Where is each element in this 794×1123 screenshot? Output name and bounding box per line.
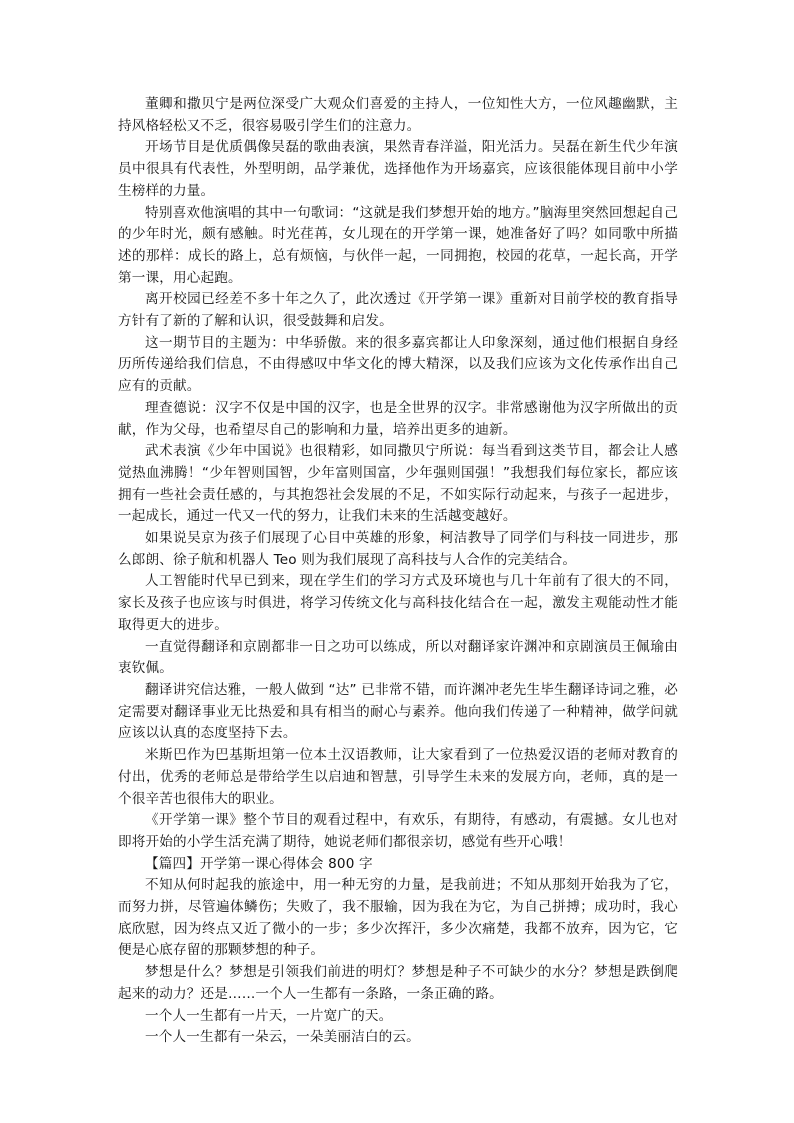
paragraph: 这一期节目的主题为：中华骄傲。来的很多嘉宾都让人印象深刻，通过他们根据自身经历所传递给我们信息，不由得感叹中华文化的博大精深，以及我们应该为文化传承作出自己应有的贡献。 (118, 334, 678, 395)
paragraph: 如果说吴京为孩子们展现了心目中英雄的形象，柯洁教导了同学们与科技一同进步，那么郎朗、徐子航和机器人 Teo 则为我们展现了高科技与人合作的完美结合。 (118, 530, 678, 568)
paragraph: 武术表演《少年中国说》也很精彩，如同撒贝宁所说：每当看到这类节目，都会让人感觉热血沸腾！“少年智则国智，少年富则国富，少年强则国强！”我想我们每位家长，都应该拥有一些社会责任感的，与其抱怨社会发展的不足，不如实际行动起来，与孩子一起进步，一起成长，通过一代又一代的努力，让我们未来的生活越变越好。 (118, 443, 678, 525)
document-page (118, 94, 678, 1049)
paragraph: 米斯巴作为巴基斯坦第一位本土汉语教师，让大家看到了一位热爱汉语的老师对教育的付出，优秀的老师总是带给学生以启迪和智慧，引导学生未来的发展方向，老师，真的是一个很辛苦也很伟大的职业。 (118, 747, 678, 807)
paragraph: 梦想是什么？梦想是引领我们前进的明灯？梦想是种子不可缺少的水分？梦想是跌倒爬起来的动力？还是……一个人一生都有一条路，一条正确的路。 (118, 964, 678, 1002)
paragraph: 一个人一生都有一朵云，一朵美丽洁白的云。 (145, 1029, 420, 1046)
paragraph: 一个人一生都有一片天，一片宽广的天。 (145, 1007, 393, 1024)
paragraph: 理查德说：汉字不仅是中国的汉字，也是全世界的汉字。非常感谢他为汉字所做出的贡献，作为父母，也希望尽自己的影响和力量，培养出更多的迪新。 (118, 399, 678, 438)
paragraph: 离开校园已经差不多十年之久了，此次透过《开学第一课》重新对目前学校的教育指导方针有了新的了解和认识，很受鼓舞和启发。 (118, 291, 678, 330)
paragraph: 翻译讲究信达雅，一般人做到 “达” 已非常不错，而许渊冲老先生毕生翻译诗词之雅，必定需要对翻译事业无比热爱和具有相当的耐心与素养。他向我们传递了一种精神，做学问就应该以认真的态度坚持下去。 (118, 681, 678, 742)
paragraph: 董卿和撒贝宁是两位深受广大观众们喜爱的主持人，一位知性大方，一位风趣幽默，主持风格轻松又不乏，很容易吸引学生们的注意力。 (118, 96, 678, 134)
paragraph: 人工智能时代早已到来，现在学生们的学习方式及环境也与几十年前有了很大的不同，家长及孩子也应该与时俱进，将学习传统文化与高科技化结合在一起，激发主观能动性才能取得更大的进步。 (118, 573, 678, 633)
paragraph: 开场节目是优质偶像吴磊的歌曲表演，果然青春洋溢，阳光活力。吴磊在新生代少年演员中很具有代表性，外型明朗，品学兼优，选择他作为开场嘉宾，应该很能体现目前中小学生榜样的力量。 (118, 139, 678, 199)
paragraph: 特别喜欢他演唱的其中一句歌词：“这就是我们梦想开始的地方。”脑海里突然回想起自己的少年时光，颇有感触。时光荏苒，女儿现在的开学第一课，她准备好了吗？如同歌中所描述的那样：成长的路上，总有烦恼，与伙伴一起，一同拥抱，校园的花草，一起长高，开学第一课，用心起跑。 (118, 204, 678, 286)
paragraph: 不知从何时起我的旅途中，用一种无穷的力量，是我前进；不知从那刻开始我为了它，而努力拼，尽管遍体鳞伤；失败了，我不服输，因为我在为它，为自己拼搏；成功时，我心底欣慰，因为终点又近了微小的一步；多少次挥汗，多少次痛楚，我都不放弃，因为它，它便是心底存留的那颗梦想的种子。 (118, 877, 678, 959)
section-heading: 【篇四】开学第一课心得体会 800 字 (145, 855, 373, 872)
paragraph: 一直觉得翻译和京剧都非一日之功可以练成，所以对翻译家许渊冲和京剧演员王佩瑜由衷钦佩。 (118, 638, 678, 677)
paragraph: 《开学第一课》整个节目的观看过程中，有欢乐，有期待，有感动，有震撼。女儿也对即将开始的小学生活充满了期待，她说老师们都很亲切，感觉有些开心哦！ (118, 812, 678, 850)
